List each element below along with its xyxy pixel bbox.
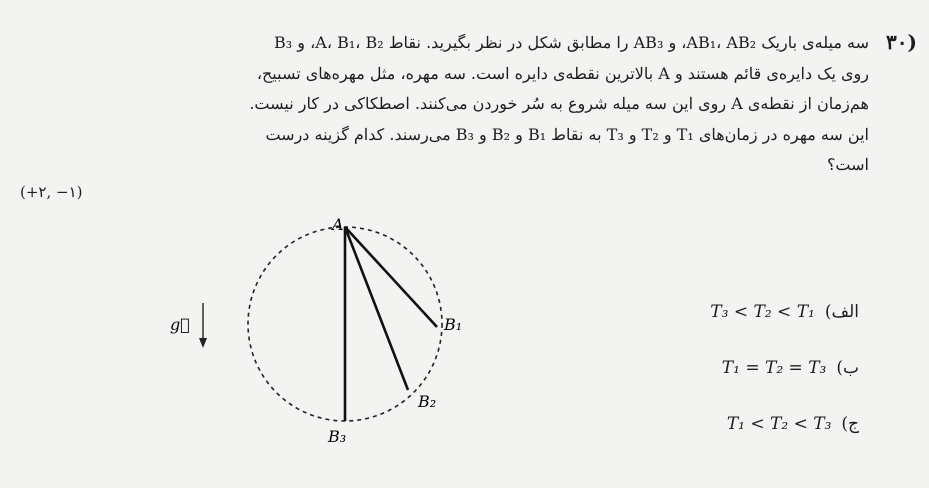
question-line: روی یک دایره‌ی قائم هستند و A بالاترین نقطه‌ی دایره است. سه مهره، مثل مهره‌های تسبیح، bbox=[256, 63, 869, 83]
rod-ab2 bbox=[345, 227, 408, 390]
figure-svg bbox=[160, 210, 490, 480]
question-line: هم‌زمان از نقطه‌ی A روی این سه میله شروع به سُر خوردن می‌کنند. اصطکاکی در کار نیست. bbox=[249, 94, 869, 113]
question-number: ۳۰) bbox=[886, 30, 917, 54]
choice-label: الف) bbox=[824, 302, 859, 322]
question-line: سه میله‌ی باریک AB₁، AB₂، و AB₃ را مطابق شکل در نظر بگیرید. نقاط A، B₁، B₂، و B₃ bbox=[274, 33, 869, 52]
choice-expression: T₃ < T₂ < T₁ bbox=[710, 302, 815, 322]
choice-b[interactable] bbox=[722, 355, 859, 381]
label-b1: B₁ bbox=[444, 315, 463, 334]
label-a: A bbox=[332, 215, 344, 234]
choice-c[interactable] bbox=[727, 411, 859, 437]
choice-expression: T₁ = T₂ = T₃ bbox=[721, 358, 827, 378]
gravity-label: g⃗ bbox=[170, 315, 190, 334]
question-text bbox=[99, 28, 869, 181]
gravity-arrowhead bbox=[199, 338, 207, 348]
question-line: است؟ bbox=[826, 155, 869, 174]
choice-a[interactable] bbox=[710, 299, 859, 325]
score-note: (+۲, −۱) bbox=[20, 183, 83, 201]
choice-expression: T₁ < T₂ < T₃ bbox=[726, 414, 832, 434]
label-b2: B₂ bbox=[418, 392, 437, 411]
rod-ab1 bbox=[345, 227, 437, 327]
circle-figure bbox=[160, 210, 490, 480]
choice-label: ب) bbox=[836, 358, 859, 378]
choice-label: ج) bbox=[841, 414, 859, 434]
label-b3: B₃ bbox=[328, 427, 347, 446]
question-line: این سه مهره در زمان‌های T₁ و T₂ و T₃ به نقاط B₁ و B₂ و B₃ می‌رسند. کدام گزینه درست bbox=[265, 124, 869, 144]
